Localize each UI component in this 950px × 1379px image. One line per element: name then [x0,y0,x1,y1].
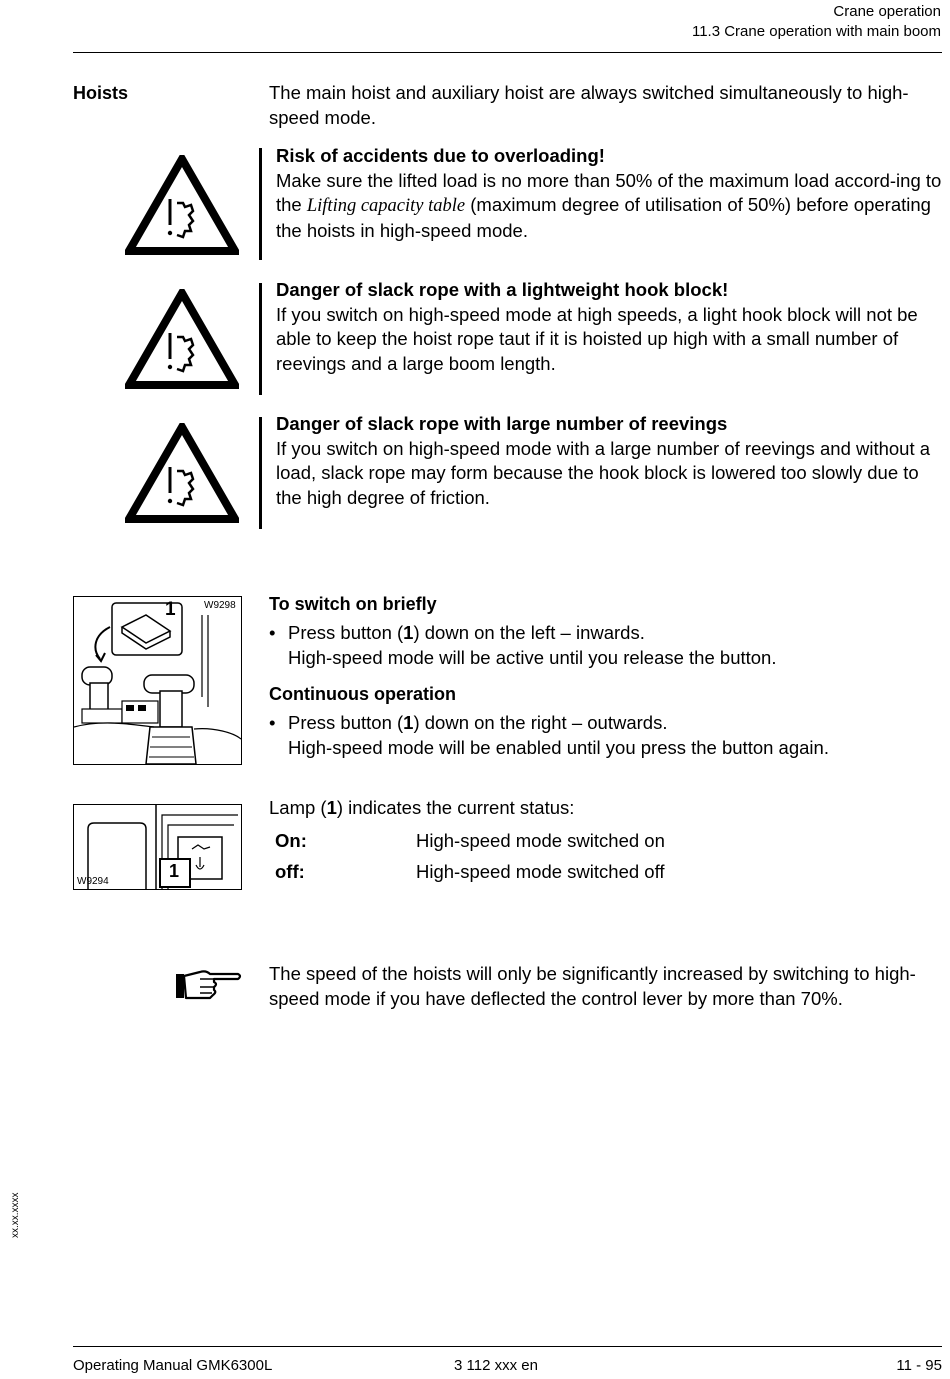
warning-block-slack-rope-reevings [276,412,944,510]
button-ref: 1 [403,712,414,733]
warning-bar [259,417,262,529]
warning-body-text: Make sure the lifted load is no more than 50% of the maximum load accord-ing to the [276,169,942,215]
continuous-operation-title: Continuous operation [269,684,456,704]
footer-rule [73,1346,942,1347]
lamp-intro-pre: Lamp ( [269,797,327,818]
step-text-post: ) down on the left – inwards. [413,622,645,643]
lifting-capacity-table-ref: Lifting capacity table [306,196,466,216]
footer-doc-number: 3 112 xxx en [454,1357,538,1374]
header-chapter: Crane operation [833,3,941,20]
warning-body: If you switch on high-speed mode at high speeds, a light hook block will not be able to keep the hoist rope taut if it is hoisted up high with a small number of reevings and a large boom length. [276,303,918,374]
note-text: The speed of the hoists will only be significantly increased by switching to high-speed mode if you have deflected the control lever by more than 70%. [269,963,916,1009]
lamp-callout: 1 [169,861,180,881]
button-ref: 1 [403,622,414,643]
status-value-on: High-speed mode switched on [416,830,665,851]
lamp-figure-code: W9294 [77,876,109,887]
continuous-operation-step [269,711,944,760]
pointing-hand-icon [174,966,244,1002]
step-note: High-speed mode will be active until you release the button. [288,646,777,668]
joystick-figure [73,596,242,765]
warning-triangle-gear-icon [125,155,239,255]
warning-title: Risk of accidents due to overloading! [276,145,605,166]
warning-block-overload [276,144,944,243]
step-text [288,621,944,646]
joystick-illustration [74,597,241,764]
status-label-off: off: [275,861,305,882]
side-code: xx.xx.xxxx [10,1192,21,1238]
step-text-pre: Press button ( [288,622,404,643]
status-value-off: High-speed mode switched off [416,861,665,882]
warning-title: Danger of slack rope with a lightweight hook block! [276,279,729,300]
footer-manual: Operating Manual GMK6300L [73,1357,273,1374]
warning-body: If you switch on high-speed mode with a large number of reevings and without a load, slack rope may form because the hook block is lowered too slowly due to the high degree of friction. [276,437,931,508]
switch-on-briefly-step [269,621,944,670]
joystick-figure-code: W9298 [204,600,236,611]
lamp-ref: 1 [326,797,337,818]
step-text-post: ) down on the right – outwards. [413,712,668,733]
section-label: Hoists [73,83,129,103]
warning-block-slack-rope-light [276,278,944,376]
step-text-pre: Press button ( [288,712,404,733]
footer-page-number: 11 - 95 [896,1357,942,1374]
warning-body [276,169,944,244]
switch-on-briefly-title: To switch on briefly [269,594,437,614]
lamp-intro-post: ) indicates the current status: [336,797,575,818]
header-rule [73,52,942,53]
lamp-figure [73,804,242,890]
step-note: High-speed mode will be enabled until you press the button again. [288,736,829,758]
bullet-dot: • [269,622,276,643]
bullet-dot: • [269,712,276,733]
joystick-callout: 1 [165,599,176,620]
header-section: 11.3 Crane operation with main boom [691,23,941,40]
status-label-on: On: [275,830,307,851]
warning-title: Danger of slack rope with large number of reevings [276,413,728,434]
warning-triangle-gear-icon [125,289,239,389]
warning-triangle-gear-icon [125,423,239,523]
lamp-intro [269,796,574,821]
step-text [288,711,944,736]
warning-bar [259,148,262,260]
warning-body-text: (maximum degree of utilisation of 50%) before operating the hoists in high-speed mode. [276,194,931,241]
warning-bar [259,283,262,395]
intro-text: The main hoist and auxiliary hoist are always switched simultaneously to high-speed mode. [269,82,909,128]
